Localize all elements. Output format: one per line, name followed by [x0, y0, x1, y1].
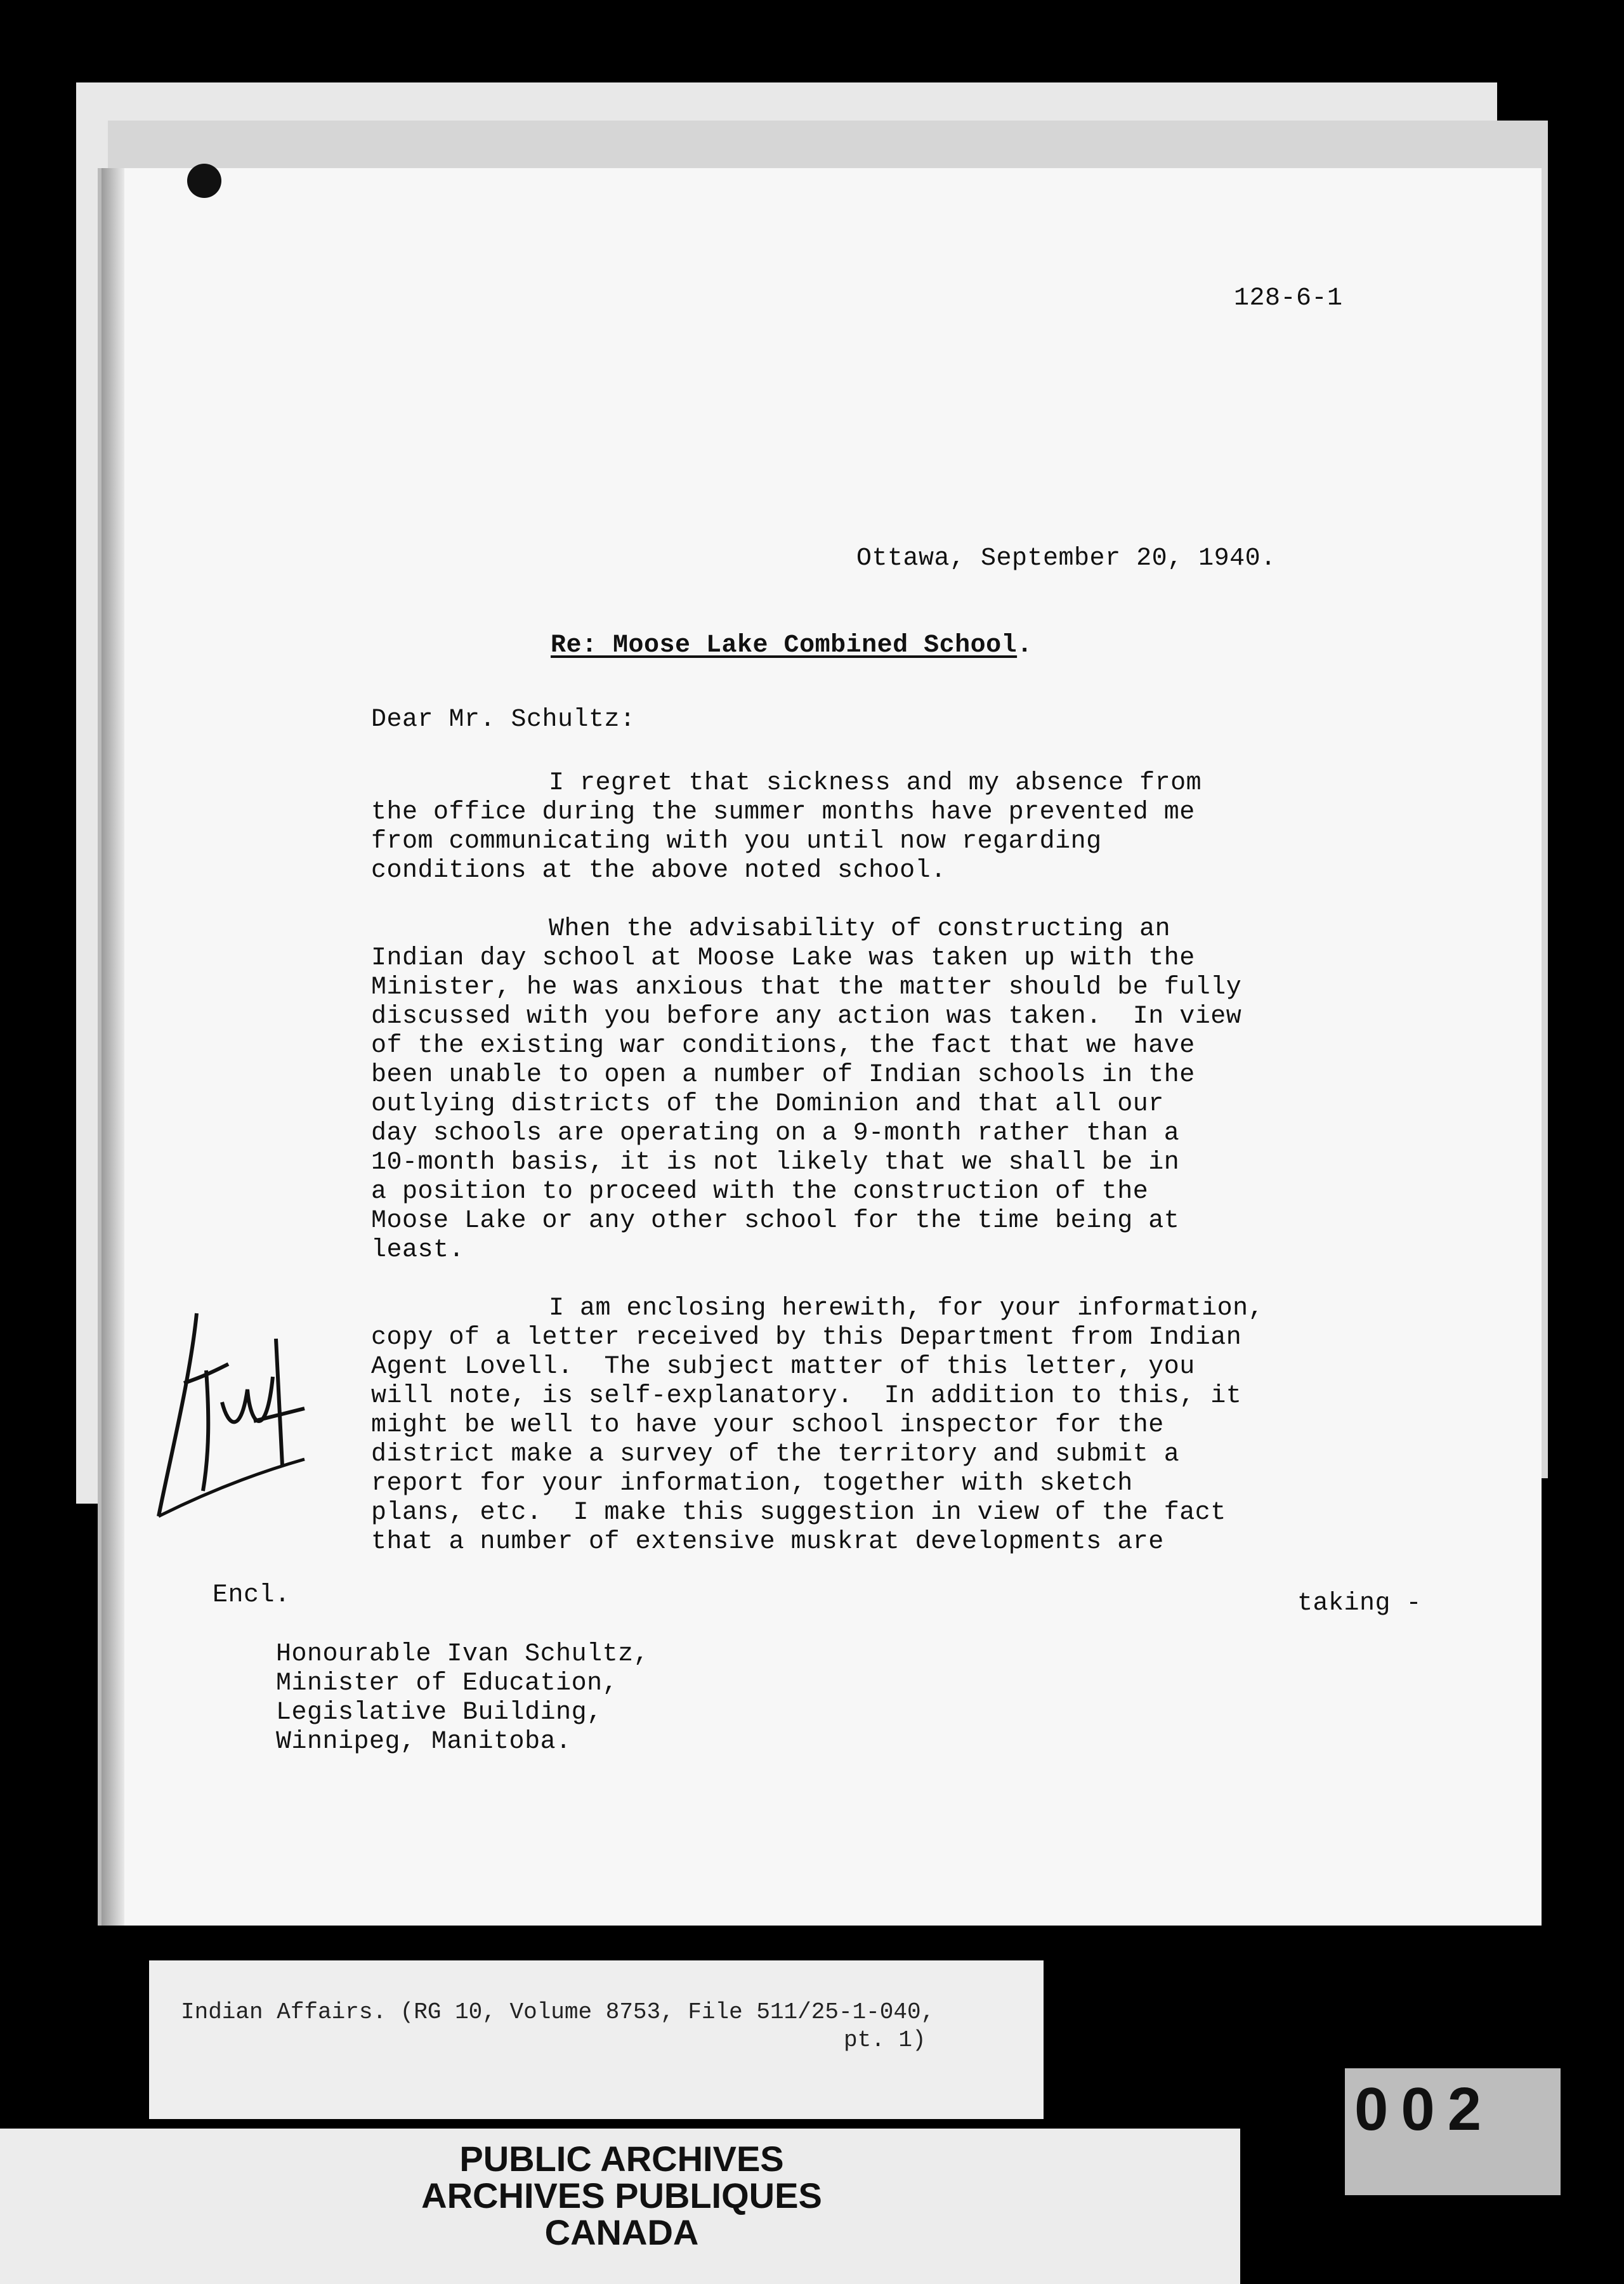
archive-stamp-line-3: CANADA — [544, 2212, 699, 2252]
date-line: Ottawa, September 20, 1940. — [856, 544, 1276, 573]
subject-text: Re: Moose Lake Combined School — [551, 631, 1018, 660]
paragraph-2-line: When the advisability of constructing an — [549, 915, 1171, 943]
paragraph-2-line: Indian day school at Moose Lake was taken up with the — [371, 944, 1195, 973]
paragraph-3-line: might be well to have your school inspector for the — [371, 1411, 1164, 1440]
paragraph-2-line: outlying districts of the Dominion and that all our — [371, 1090, 1164, 1119]
archive-reference-line-2: pt. 1) — [844, 2027, 926, 2053]
paragraph-1-line: conditions at the above noted school. — [371, 856, 946, 885]
archive-stamp-band — [0, 2129, 1240, 2284]
archive-reference-line-1: Indian Affairs. (RG 10, Volume 8753, File 511/25-1-040, — [181, 1999, 935, 2025]
enclosure-note: Encl. — [213, 1581, 291, 1610]
subject-line — [551, 631, 1033, 660]
continuation-word: taking - — [1297, 1589, 1422, 1618]
paragraph-2-line: discussed with you before any action was taken. In view — [371, 1002, 1242, 1031]
paragraph-2-line: least. — [371, 1236, 465, 1264]
salutation: Dear Mr. Schultz: — [371, 706, 636, 734]
addressee-line: Minister of Education, — [276, 1669, 619, 1698]
handwritten-initials — [146, 1301, 311, 1542]
addressee-line: Legislative Building, — [276, 1698, 603, 1727]
paragraph-2-line: Minister, he was anxious that the matter should be fully — [371, 973, 1242, 1002]
paragraph-1-line: from communicating with you until now regarding — [371, 827, 1102, 856]
paragraph-2-line: a position to proceed with the construction of the — [371, 1178, 1149, 1206]
paragraph-3-line: Agent Lovell. The subject matter of this letter, you — [371, 1353, 1195, 1381]
paragraph-3-line: I am enclosing herewith, for your information, — [549, 1294, 1264, 1323]
paragraph-3-line: will note, is self-explanatory. In addition to this, it — [371, 1382, 1242, 1410]
paragraph-2-line: of the existing war conditions, the fact that we have — [371, 1032, 1195, 1060]
subject-period: . — [1017, 631, 1033, 660]
addressee-line: Honourable Ivan Schultz, — [276, 1640, 650, 1669]
archive-stamp-line-2: ARCHIVES PUBLIQUES — [421, 2176, 822, 2215]
file-reference: 128-6-1 — [1234, 284, 1343, 313]
frame-number: 002 — [1354, 2075, 1495, 2143]
paragraph-1-line: the office during the summer months have prevented me — [371, 798, 1195, 827]
paragraph-3-line: copy of a letter received by this Department from Indian — [371, 1323, 1242, 1352]
paragraph-2-line: 10-month basis, it is not likely that we shall be in — [371, 1148, 1180, 1177]
archive-stamp-line-1: PUBLIC ARCHIVES — [459, 2139, 784, 2179]
paragraph-2-line: Moose Lake or any other school for the time being at — [371, 1207, 1180, 1235]
archive-reference-label — [149, 1960, 1044, 2119]
paragraph-2-line: been unable to open a number of Indian schools in the — [371, 1061, 1195, 1089]
paragraph-2-line: day schools are operating on a 9-month rather than a — [371, 1119, 1180, 1148]
paragraph-1-line: I regret that sickness and my absence from — [549, 769, 1202, 797]
page-edge-shadow — [102, 168, 124, 1926]
paragraph-3-line: district make a survey of the territory and submit a — [371, 1440, 1180, 1469]
punch-hole — [187, 164, 221, 198]
paragraph-3-line: plans, etc. I make this suggestion in view of the fact — [371, 1499, 1226, 1527]
paragraph-3-line: report for your information, together with sketch — [371, 1469, 1133, 1498]
addressee-line: Winnipeg, Manitoba. — [276, 1728, 572, 1756]
paragraph-3-line: that a number of extensive muskrat developments are — [371, 1528, 1164, 1556]
